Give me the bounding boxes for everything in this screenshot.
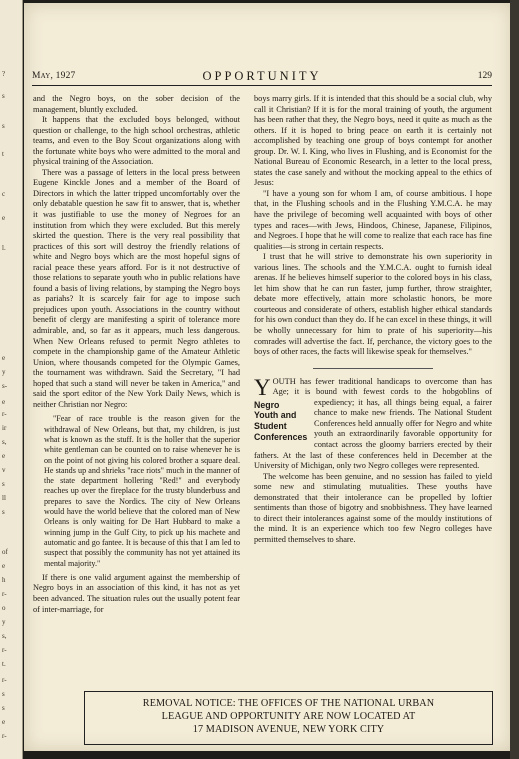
magazine-title: OPPORTUNITY bbox=[202, 69, 322, 83]
section-divider bbox=[313, 368, 433, 369]
paragraph: "I have a young son for whom I am, of course ambitious. I hope that, in the Flushing schools and in the Flushing Y.M.C.A. he may have the privilege of becoming well acquainted with boys of other types and races—with Jews, Hindoos, Chinese, Japanese, Filipinos, and Negroes. I hope that he will come to realize that each race has fine qualities—is strong in certain respects. bbox=[254, 188, 492, 251]
youth-paragraph-text: OUTH has fewer traditional handicaps to overcome than has Age; it is bound with fewest cords to the hobgoblins of expediency; it has, all Negro Youth and Student Conferences things being equal, a fairer chance to make new friends. The National Student Conferences held annually offer for Negro and white youth an extraordinarily favorable opportunity for contact across the gloomy barriers erected by their fathers. At the last of these conferences held in December at the University of Michigan, only two Negro colleges were represented. bbox=[254, 376, 493, 471]
notice-line: LEAGUE AND OPPORTUNITY ARE NOW LOCATED AT bbox=[161, 711, 416, 722]
sidebar-heading-line: Student bbox=[254, 420, 287, 431]
issue-date: May, 1927 bbox=[32, 71, 76, 81]
sidebar-heading bbox=[254, 400, 310, 442]
paragraph: There was a passage of letters in the local press between Eugene Kinckle Jones and a member of the Board of Directors in which the latter tripped uncomfortably over the only debatable question he saw fit to answer, that is, whether it was justifiable to use the money of Negroes for an institution from which they were excluded. But this merely skirted the question. There is the very real possibility that practices of this sort will destroy the friendly relations of white and Negro boys which are the most hopeful signs of racial peace these years afford. For is it not destructive of those relations to separate youth who in public relations have found a basis of living relations, by stamping the Negro boys as pariahs? It is scarcely fair for age to impose such prejudices upon youth. Associations in the country without benefit of clergy are manifesting a spirit of tolerance more admirable, and, so far as it appears, much less dangerous. When New Orleans refused to permit Negro athletes to compete in the championship game of the Amateur Athletic Union, where thousands competed for the Olympic Games, the tournament was withdrawn. Said the Secretary, "I had hoped that such a stand will never be taken in America," and said the sport editor of the New York Daily News, which is neither Christian nor Negro: bbox=[33, 167, 240, 409]
notice-line: REMOVAL NOTICE: THE OFFICES OF THE NATIONAL URBAN bbox=[142, 698, 435, 709]
youth-paragraph bbox=[254, 374, 493, 472]
page-number: 129 bbox=[477, 71, 492, 81]
paragraph: It happens that the excluded boys belonged, without question or challenge, to the high school orchestras, athletic teams, and even to the Boy Scout organizations along with the fortunate white boys who were admitted to the moral and physical training of the Association. bbox=[33, 115, 240, 167]
sidebar-heading-line: Conferences bbox=[254, 431, 308, 442]
removal-notice-box bbox=[84, 691, 493, 745]
block-quote: "Fear of race trouble is the reason given for the withdrawal of New Orleans, but that, my children, is just what is known as the stuff. It is the holler that the superior white gentleman can be counted on to raise whenever he is on the point of not giving his colored brother a square deal. He stands up and shrieks "race riots" much in the manner of the state department hollering "Red!" and everybody reaches up over the fireplace for the trusty blunderbuss and prepares to save the Nordics. The city of New Orleans would have the world believe that the colored man of New Orleans is only waiting for De Hart Hubbard to make a winning jump in the Gulf City, to pick up his machete and automatic and go fantee. It is because of this that I am led to suspect that possibly the community has not yet attained its mental majority." bbox=[44, 414, 240, 568]
right-column bbox=[254, 94, 492, 545]
drop-cap: Y bbox=[254, 374, 271, 400]
paragraph: and the Negro boys, on the sober decision of the management, bluntly excluded. bbox=[33, 94, 240, 114]
paragraph: The welcome has been genuine, and no session has failed to yield some new and stimulating mutualities. These youths have demonstrated that their intolerance can be propelled by loftier sentiments than those of bigotry and snobbishness. They have learned to direct their intolerances against some of the mouldy institutions of the mind. It is an experience which too few Negro colleges have permitted themselves to share. bbox=[254, 471, 492, 544]
paragraph: I trust that he will strive to demonstrate his own superiority in various lines. The schools and the Y.M.C.A. ought to furnish ideal arenas. If he believes himself superior to the colored boys in his class, let him show that he can run faster, jump further, throw straighter, debate more effectively, attain more scholastic honors, be more courteous and considerate of others, establish higher ethical standards for his own conduct than they do. If he can excel in these things, it will be wholly unnecessary for him to prate of his superiority—his comrades will advertise the fact. If, perchance, the victory goes to the boys of other races, the facts will likewise speak for themselves." bbox=[254, 252, 492, 357]
sidebar-heading-line: Youth and bbox=[254, 410, 297, 421]
sidebar-heading-line: Negro bbox=[254, 399, 280, 410]
paragraph: boys marry girls. If it is intended that this should be a social club, why call it Christian? If it is for the moral training of youth, the argument has been rather that they, the Negro boys, need it quite as much as the others. If it is hoped to bring peace on earth it is certainly not accomplished by teaching one group of boys contempt for another group. Dr. W. I. King, who lives in Flushing, and is Economist for the National Bureau of Economic Research, in a letter to the local press, states the case sanely and without the mocking appeal to the ethics of Jesus: bbox=[254, 94, 492, 188]
adjacent-page-edge: ? s s t c e l. e y s- e r- ir s, e v s ll s of e h r- o y s, r- t. r- s s e r- bbox=[0, 0, 23, 759]
left-column bbox=[33, 94, 240, 615]
magazine-page bbox=[24, 3, 512, 751]
notice-line: 17 MADISON AVENUE, NEW YORK CITY bbox=[192, 724, 385, 735]
paragraph: If there is one valid argument against the membership of Negro boys in an association of this kind, it has not as yet been advanced. The situation rules out the usually potent fear of inter-marriage, for bbox=[33, 572, 240, 614]
book-spine bbox=[510, 0, 519, 759]
running-header bbox=[32, 69, 492, 86]
